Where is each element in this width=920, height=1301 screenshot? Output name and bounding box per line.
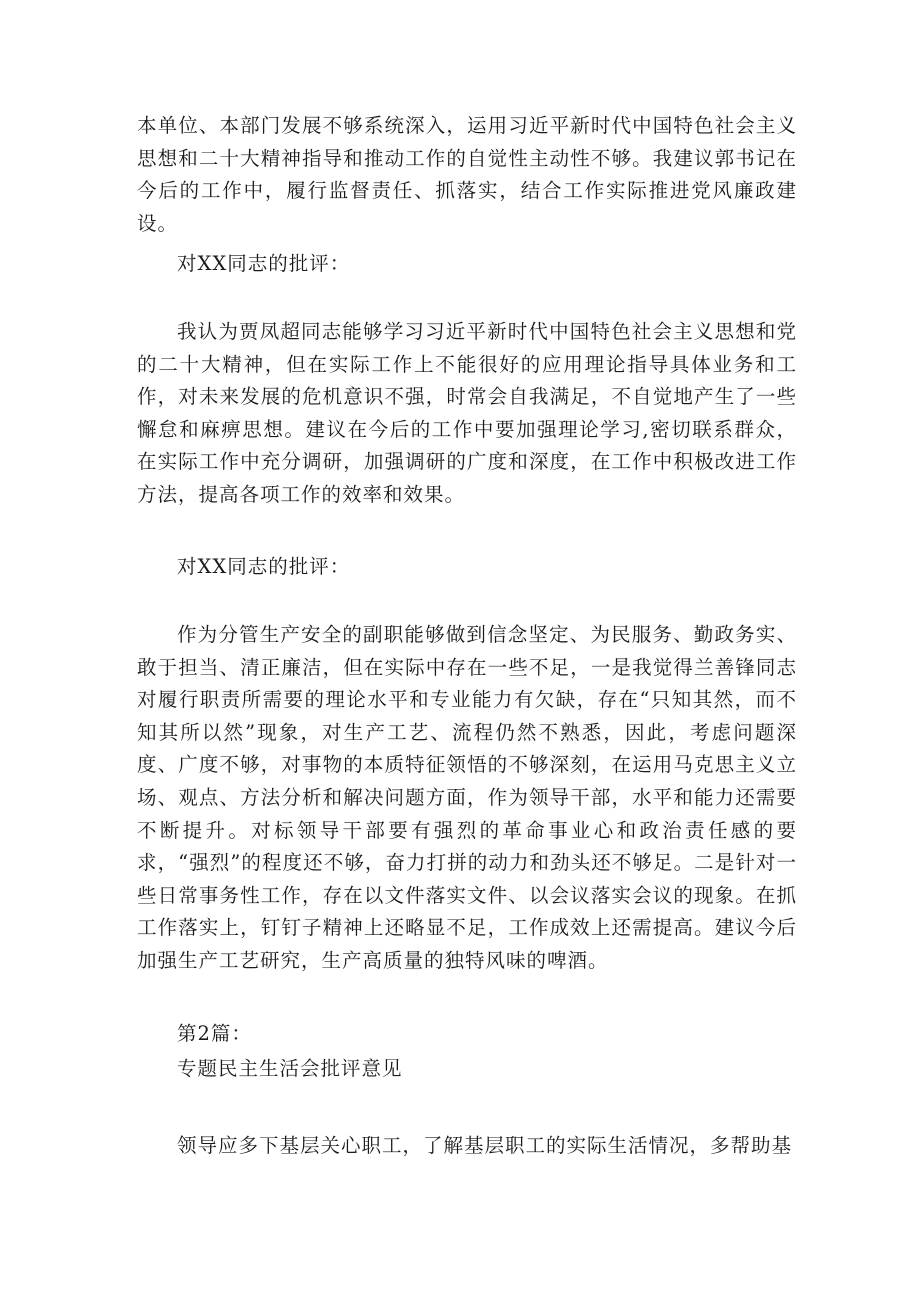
paragraph-body-2: 我认为贾凤超同志能够学习习近平新时代中国特色社会主义思想和党的二十大精神，但在实际工作上不能很好的应用理论指导具体业务和工作，对未来发展的危机意识不强，时常会自我满足，不自觉地产生了一些懈怠和麻痹思想。建议在今后的工作中要加强理论学习,密切联系群众，在实际工作中充分调研，加强调研的广度和深度，在工作中积极改进工作方法，提高各项工作的效率和效果。 — [137, 320, 797, 506]
section-heading-critique-2: 对XX同志的批评： — [177, 555, 351, 578]
chapter-number-heading: 第2篇： — [177, 1022, 252, 1045]
paragraph-body-3: 作为分管生产安全的副职能够做到信念坚定、为民服务、勤政务实、敢于担当、清正廉洁，但在实际中存在一些不足，一是我觉得兰善锋同志对履行职责所需要的理论水平和专业能力有欠缺，存在“只知其然，而不知其所以然”现象，对生产工艺、流程仍然不熟悉，因此，考虑问题深度、广度不够，对事物的本质特征领悟的不够深刻，在运用马克思主义立场、观点、方法分析和解决问题方面，作为领导干部，水平和能力还需要不断提升。对标领导干部要有强烈的革命事业心和政治责任感的要求，“强烈”的程度还不够，奋力打拼的动力和劲头还不够足。二是针对一些日常事务性工作，存在以文件落实文件、以会议落实会议的现象。在抓工作落实上，钉钉子精神上还略显不足，工作成效上还需提高。建议今后加强生产工艺研究，生产高质量的独特风味的啤酒。 — [137, 623, 797, 972]
paragraph-body-1: 本单位、本部门发展不够系统深入，运用习近平新时代中国特色社会主义思想和二十大精神指导和推动工作的自觉性主动性不够。我建议郭书记在今后的工作中，履行监督责任、抓落实，结合工作实际推进党风廉政建设。 — [137, 114, 797, 235]
paragraph-body-4: 领导应多下基层关心职工，了解基层职工的实际生活情况，多帮助基 — [177, 1134, 793, 1157]
section-heading-critique-1: 对XX同志的批评： — [177, 252, 351, 275]
chapter-title-heading: 专题民主生活会批评意见 — [177, 1057, 403, 1080]
